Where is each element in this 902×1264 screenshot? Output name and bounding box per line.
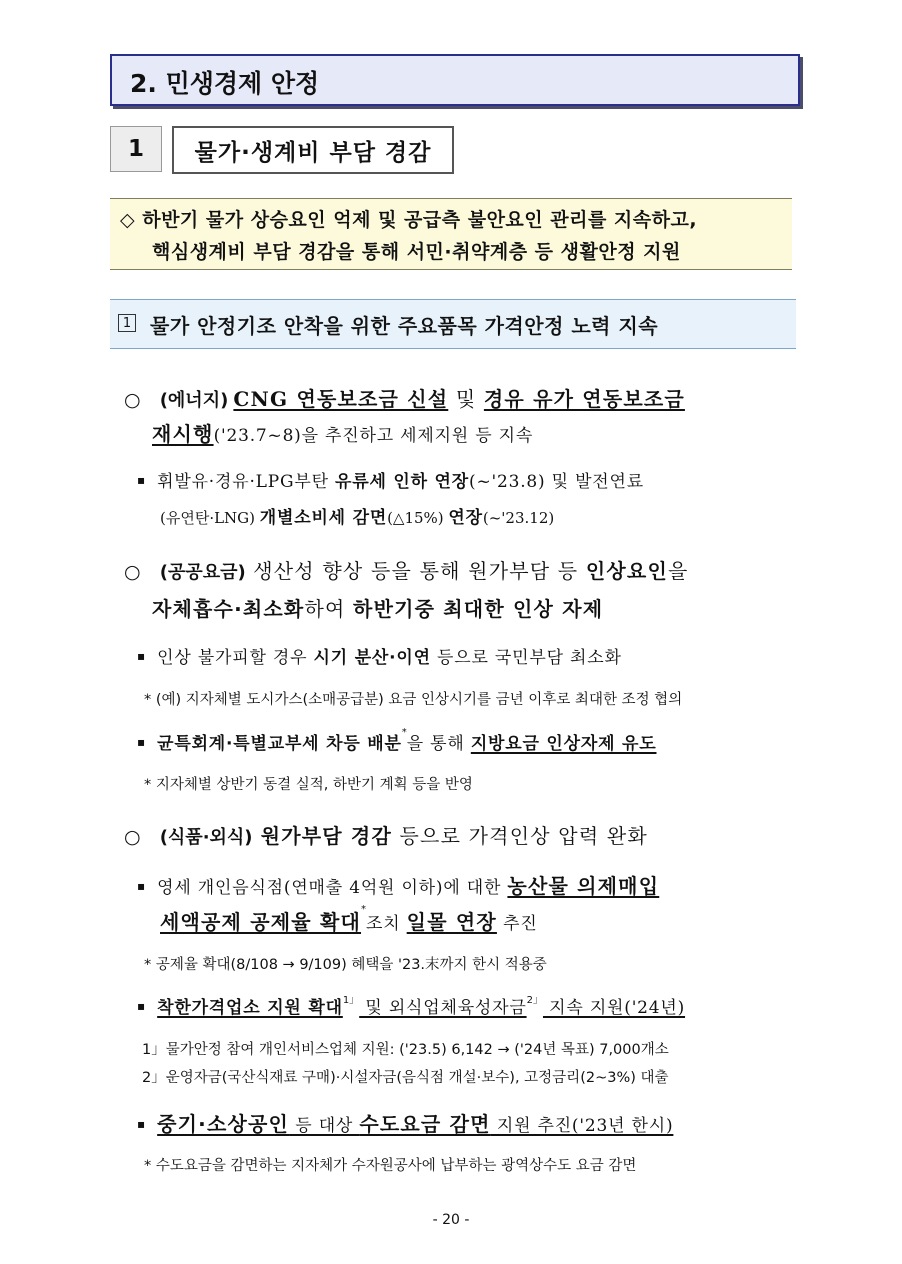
square-bullet-icon: ▪ — [137, 999, 146, 1013]
food-sub-1-line-2 — [160, 906, 538, 935]
public-note-2: * 지자체별 상반기 동결 실적, 하반기 계획 등을 반영 — [144, 777, 473, 793]
footnote-2-mark: 2」 — [526, 995, 543, 1006]
energy-label: (에너지) — [159, 390, 229, 411]
summary-line-1: ◇ 하반기 물가 상승요인 억제 및 공급측 불안요인 관리를 지속하고, — [120, 209, 698, 231]
circle-marker-icon: ○ — [124, 389, 141, 411]
square-bullet-icon: ▪ — [137, 1117, 146, 1131]
footnote-star: * — [361, 904, 367, 915]
public-sub1-c: 등으로 국민부담 최소화 — [430, 648, 622, 668]
page-number: - 20 - — [432, 1212, 470, 1228]
energy-sub-text-a: 휘발유·경유·LPG부탄 — [157, 472, 336, 492]
energy-reimplement: 재시행 — [152, 422, 214, 446]
cost-burden-reduction: 원가부담 경감 — [252, 824, 392, 848]
public-sub2-b: 을 통해 — [406, 734, 471, 754]
food-note-2: * 수도요금을 감면하는 지자체가 수자원공사에 납부하는 광역상수도 요금 감면 — [144, 1158, 637, 1174]
food-note-1: * 공제율 확대(8/108 → 9/109) 혜택을 '23.末까지 한시 적용중 — [144, 957, 547, 973]
food-sub2-b: 및 외식업체육성자금 — [359, 998, 527, 1018]
sunset-extension: 일몰 연장 — [406, 910, 497, 934]
food-sub1-d: 조치 — [366, 914, 407, 934]
square-bullet-icon: ▪ — [137, 879, 146, 893]
heading-number: 1 — [118, 314, 136, 332]
energy-item-line-1 — [124, 383, 685, 412]
timing-distribution: 시기 분산·이연 — [313, 648, 431, 668]
energy-sub-text-f: (△15%) — [387, 509, 449, 527]
good-price-store-support: 착한가격업소 지원 확대 — [157, 998, 343, 1018]
square-bullet-icon: ▪ — [137, 735, 146, 749]
differential-allocation: 균특회계·특별교부세 차등 배분 — [157, 734, 402, 754]
heading-text: 물가 안정기조 안착을 위한 주요품목 가격안정 노력 지속 — [150, 314, 659, 338]
second-half-restraint: 하반기중 최대한 인상 자제 — [353, 597, 604, 621]
food-sub3-d: 지원 추진('23년 한시) — [490, 1116, 674, 1136]
energy-sub-text-d: (유연탄·LNG) — [160, 509, 260, 527]
public-sub-2 — [137, 729, 656, 754]
tax-credit-expansion: 세액공제 공제율 확대 — [160, 910, 362, 934]
local-fee-restraint: 지방요금 인상자제 유도 — [470, 734, 657, 754]
energy-sub-text-c: (~'23.8) 및 발전연료 — [469, 472, 644, 492]
public-label: (공공요금) — [159, 562, 246, 583]
food-label: (식품·외식) — [159, 827, 253, 848]
energy-cng-subsidy: CNG 연동보조금 신설 — [233, 387, 449, 411]
square-bullet-icon: ▪ — [137, 473, 146, 487]
self-absorb-minimize: 자체흡수·최소화 — [152, 597, 305, 621]
energy-item-line-2 — [152, 418, 533, 447]
energy-sub-text-h: (~'23.12) — [482, 509, 555, 527]
public-text-5: 하여 — [304, 597, 354, 621]
public-sub1-a: 인상 불가피할 경우 — [157, 648, 314, 668]
sme-small-business: 중기·소상공인 — [157, 1112, 290, 1136]
subsection-title: 물가·생계비 부담 경감 — [172, 126, 454, 174]
public-sub-1 — [137, 643, 622, 668]
energy-diesel-subsidy: 경유 유가 연동보조금 — [483, 387, 685, 411]
agri-deemed-purchase: 농산물 의제매입 — [507, 874, 660, 898]
price-increase-factors: 인상요인 — [585, 559, 668, 583]
public-text-3: 을 — [667, 559, 689, 583]
section-title: 2. 민생경제 안정 — [130, 69, 320, 98]
square-bullet-icon: ▪ — [137, 649, 146, 663]
fuel-tax-extension: 유류세 인하 연장 — [335, 472, 470, 492]
food-sub-2 — [137, 993, 685, 1018]
food-sub-3 — [137, 1108, 673, 1137]
food-sub1-a: 영세 개인음식점(연매출 4억원 이하)에 대한 — [157, 878, 508, 898]
food-footnote-1: 1」물가안정 참여 개인서비스업체 지원: ('23.5) 6,142 → ('24년 목표) 7,000개소 — [142, 1042, 669, 1058]
circle-marker-icon: ○ — [124, 826, 141, 848]
public-item-line-2 — [152, 593, 603, 622]
energy-sub-text-g: 연장 — [448, 508, 483, 528]
water-fee-reduction: 수도요금 감면 — [359, 1112, 491, 1136]
food-sub2-c: 지속 지원('24년) — [542, 998, 686, 1018]
public-text-1: 생산성 향상 등을 통해 원가부담 등 — [245, 559, 586, 583]
summary-line-2: 핵심생계비 부담 경감을 통해 서민·취약계층 등 생활안정 지원 — [152, 241, 681, 263]
food-item-line-1 — [124, 820, 648, 849]
footnote-1-mark: 1」 — [342, 995, 360, 1006]
excise-tax-reduction: 개별소비세 감면 — [259, 508, 388, 528]
circle-marker-icon: ○ — [124, 561, 141, 583]
energy-conj: 및 — [448, 387, 484, 411]
food-sub3-b: 등 대상 — [289, 1116, 360, 1136]
food-sub-1-line-1 — [137, 870, 659, 899]
food-footnote-2: 2」운영자금(국산식재료 구매)·시설자금(음식점 개설·보수), 고정금리(2~3%) 대출 — [142, 1070, 669, 1086]
public-item-line-1 — [124, 555, 689, 584]
energy-rest: ('23.7~8)을 추진하고 세제지원 등 지속 — [213, 426, 534, 446]
energy-sub-line-1 — [137, 467, 644, 492]
footnote-star: * — [401, 727, 407, 738]
public-note-1: * (예) 지자체별 도시가스(소매공급분) 요금 인상시기를 금년 이후로 최대한 조정 협의 — [144, 692, 683, 708]
food-text-2: 등으로 가격인상 압력 완화 — [391, 824, 648, 848]
food-sub1-f: 추진 — [496, 914, 538, 934]
energy-sub-line-2 — [160, 503, 554, 528]
subsection-number: 1 — [110, 126, 162, 172]
